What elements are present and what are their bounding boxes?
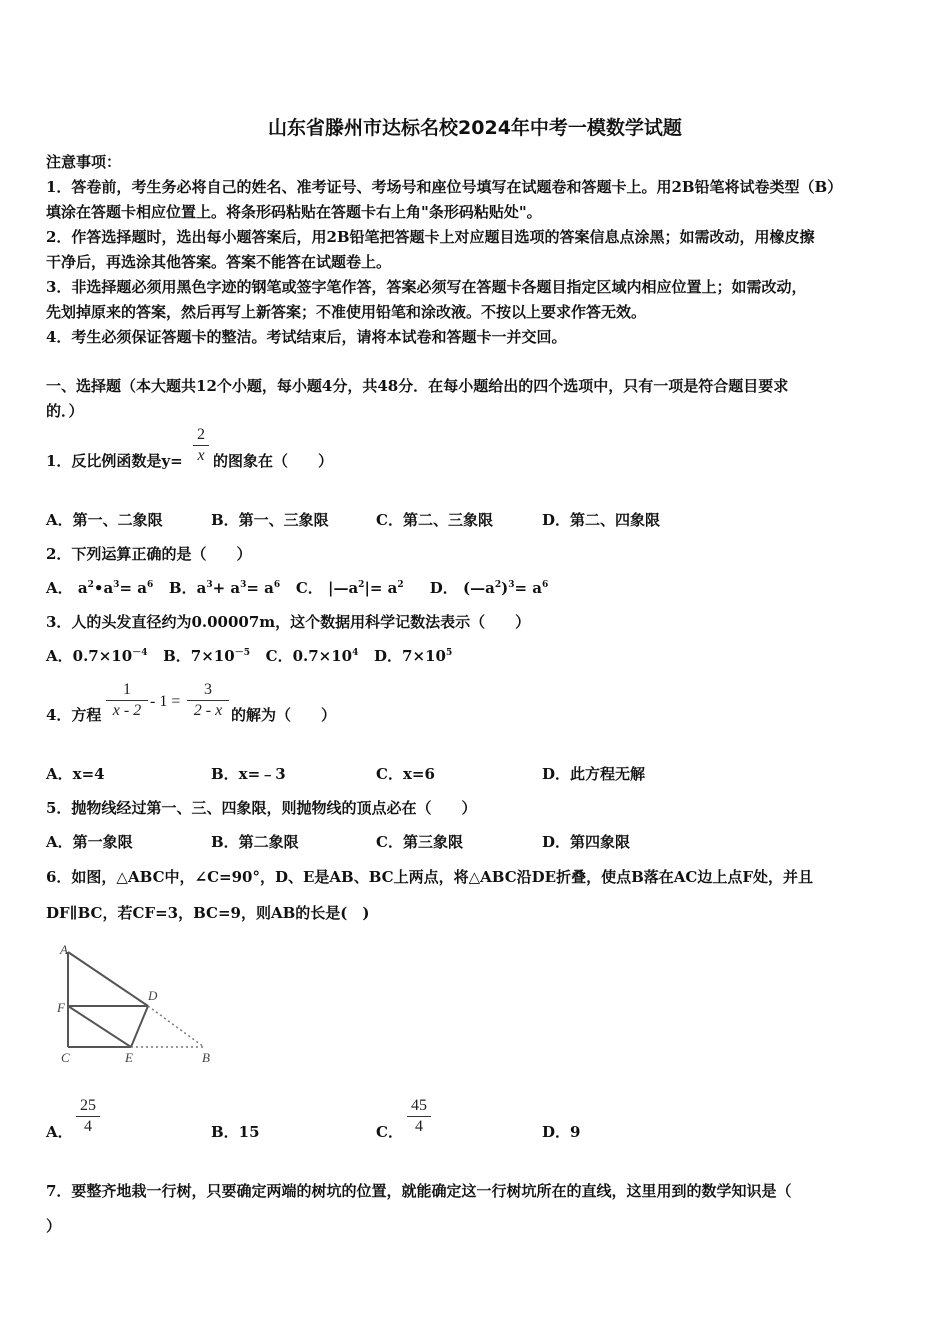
- notice-line: 先划掉原来的答案，然后再写上新答案；不准使用铅笔和涂改液。不按以上要求作答无效。: [46, 303, 647, 321]
- q4-fraction-1: [106, 681, 148, 720]
- triangle-figure: [52, 940, 222, 1070]
- q5-option-b: B．第二象限: [211, 833, 299, 851]
- fraction-bar: [187, 700, 229, 701]
- q6-a-num: 25: [80, 1097, 96, 1114]
- q4-frac1-num: 1: [123, 681, 131, 698]
- q6-option-d: D．9: [542, 1123, 581, 1141]
- q3-stem: 3．人的头发直径约为0.00007m，这个数据用科学记数法表示（ ）: [46, 613, 531, 631]
- figure-dashed: [131, 1006, 204, 1047]
- segment-fe: [68, 1006, 131, 1047]
- q6-option-b: B．15: [211, 1123, 260, 1141]
- q6-c-den: 4: [415, 1118, 423, 1135]
- q4-frac1-den: x - 2: [112, 702, 142, 719]
- notice-line: 4．考生必须保证答题卡的整洁。考试结束后，请将本试卷和答题卡一并交回。: [46, 328, 567, 346]
- q1-prefix: 1．反比例函数是y=: [46, 452, 183, 470]
- q4-middle: - 1 =: [150, 693, 181, 710]
- fraction-bar: [76, 1116, 100, 1117]
- q4-prefix: 4．方程: [46, 706, 102, 724]
- label-d: D: [148, 988, 158, 1003]
- segment-ad: [68, 952, 148, 1006]
- q3-option-c-exp: 4: [352, 648, 359, 658]
- notice-line: 填涂在答题卡相应位置上。将条形码粘贴在答题卡右上角"条形码粘贴处"。: [46, 203, 542, 221]
- page-title: 山东省滕州市达标名校2024年中考一模数学试题: [268, 117, 682, 139]
- q1-option-b: B．第一、三象限: [211, 511, 329, 529]
- label-c: C: [61, 1050, 70, 1065]
- fraction-bar: [193, 445, 209, 446]
- notice-line: 干净后，再选涂其他答案。答案不能答在试题卷上。: [46, 253, 392, 271]
- label-b: B: [202, 1050, 210, 1065]
- q2-option-a-label: A．: [46, 579, 73, 597]
- q3-option-b: B．7×10: [163, 647, 235, 665]
- q3-option-d: D．7×10: [374, 647, 446, 665]
- q6-stem-line2: DF∥BC，若CF=3，BC=9，则AB的长是( ): [46, 904, 370, 922]
- q5-option-c: C．第三象限: [376, 833, 463, 851]
- q3-option-b-exp: －5: [234, 648, 250, 658]
- q7-stem-line2: ）: [46, 1217, 62, 1235]
- segment-ed: [131, 1006, 148, 1047]
- q5-option-d: D．第四象限: [542, 833, 631, 851]
- label-e: E: [125, 1050, 133, 1065]
- q1-frac-den: x: [197, 447, 205, 464]
- q4-option-c: C．x=6: [376, 765, 435, 783]
- q5-stem: 5．抛物线经过第一、三、四象限，则抛物线的顶点必在（ ）: [46, 799, 477, 817]
- q2-option-b-label: B．: [168, 579, 197, 597]
- q2-options: A． $a^2•a^3= a^6$ B．$a^3+ a^3= a^6$ C． $|—a^2|= a^2$ D． $(—a^2)^3= a^6$: [46, 579, 549, 597]
- label-a: A: [60, 942, 68, 957]
- q4-suffix: 的解为（ ）: [231, 706, 337, 724]
- q3-option-c: C．0.7×10: [265, 647, 353, 665]
- label-f: F: [57, 1000, 65, 1015]
- q1-option-c: C．第二、三象限: [376, 511, 493, 529]
- figure-lines: [68, 952, 148, 1047]
- q5-option-a: A．第一象限: [46, 833, 133, 851]
- q2-stem: 2．下列运算正确的是（ ）: [46, 545, 252, 563]
- q6-option-c-fraction: [407, 1097, 431, 1136]
- q4-frac2-den: 2 - x: [193, 702, 223, 719]
- q3-option-a: A．0.7×10: [46, 647, 133, 665]
- q6-stem-line1: 6．如图，△ABC中，∠C=90°，D、E是AB、BC上两点，将△ABC沿DE折叠，使点B落在AC边上点F处，并且: [46, 868, 814, 886]
- segment-db: [148, 1006, 204, 1047]
- q3-option-d-exp: 5: [445, 648, 453, 658]
- notice-line: 1．答卷前，考生务必将自己的姓名、准考证号、考场号和座位号填写在试题卷和答题卡上。用2B铅笔将试卷类型（B）: [46, 178, 843, 196]
- q6-option-c-label: C．: [376, 1123, 403, 1141]
- q4-option-d: D．此方程无解: [542, 765, 646, 783]
- section-heading-cont: 的．）: [46, 402, 84, 420]
- q6-c-num: 45: [411, 1097, 427, 1114]
- q2-option-c-label: C．: [295, 579, 323, 597]
- q4-fraction-2: [187, 681, 229, 720]
- q1-fraction: [193, 426, 209, 465]
- q4-frac2-num: 3: [204, 681, 212, 698]
- q6-option-a-label: A．: [46, 1123, 73, 1141]
- q4-option-b: B．x=﹣3: [211, 765, 286, 783]
- notice-heading: 注意事项：: [46, 153, 122, 171]
- fraction-bar: [407, 1116, 431, 1117]
- q2-option-d-label: D．: [429, 579, 458, 597]
- q7-stem-line1: 7．要整齐地栽一行树，只要确定两端的树坑的位置，就能确定这一行树坑所在的直线，这里用到的数学知识是（: [46, 1182, 792, 1200]
- q4-option-a: A．x=4: [46, 765, 105, 783]
- notice-line: 2．作答选择题时，选出每小题答案后，用2B铅笔把答题卡上对应题目选项的答案信息点涂黑；如需改动，用橡皮擦: [46, 228, 815, 246]
- section-heading: 一、选择题（本大题共12个小题，每小题4分，共48分．在每小题给出的四个选项中，只有一项是符合题目要求: [46, 377, 789, 395]
- q1-option-a: A．第一、二象限: [46, 511, 163, 529]
- notice-line: 3．非选择题必须用黑色字迹的钢笔或签字笔作答，答案必须写在答题卡各题目指定区域内相应位置上；如需改动，: [46, 278, 807, 296]
- q1-option-d: D．第二、四象限: [542, 511, 661, 529]
- q3-option-a-exp: －4: [132, 648, 148, 658]
- q3-options: [46, 646, 452, 666]
- fraction-bar: [106, 700, 148, 701]
- q1-suffix: 的图象在（ ）: [213, 452, 334, 470]
- q6-a-den: 4: [84, 1118, 92, 1135]
- q1-frac-num: 2: [197, 426, 205, 443]
- q6-option-a-fraction: [76, 1097, 100, 1136]
